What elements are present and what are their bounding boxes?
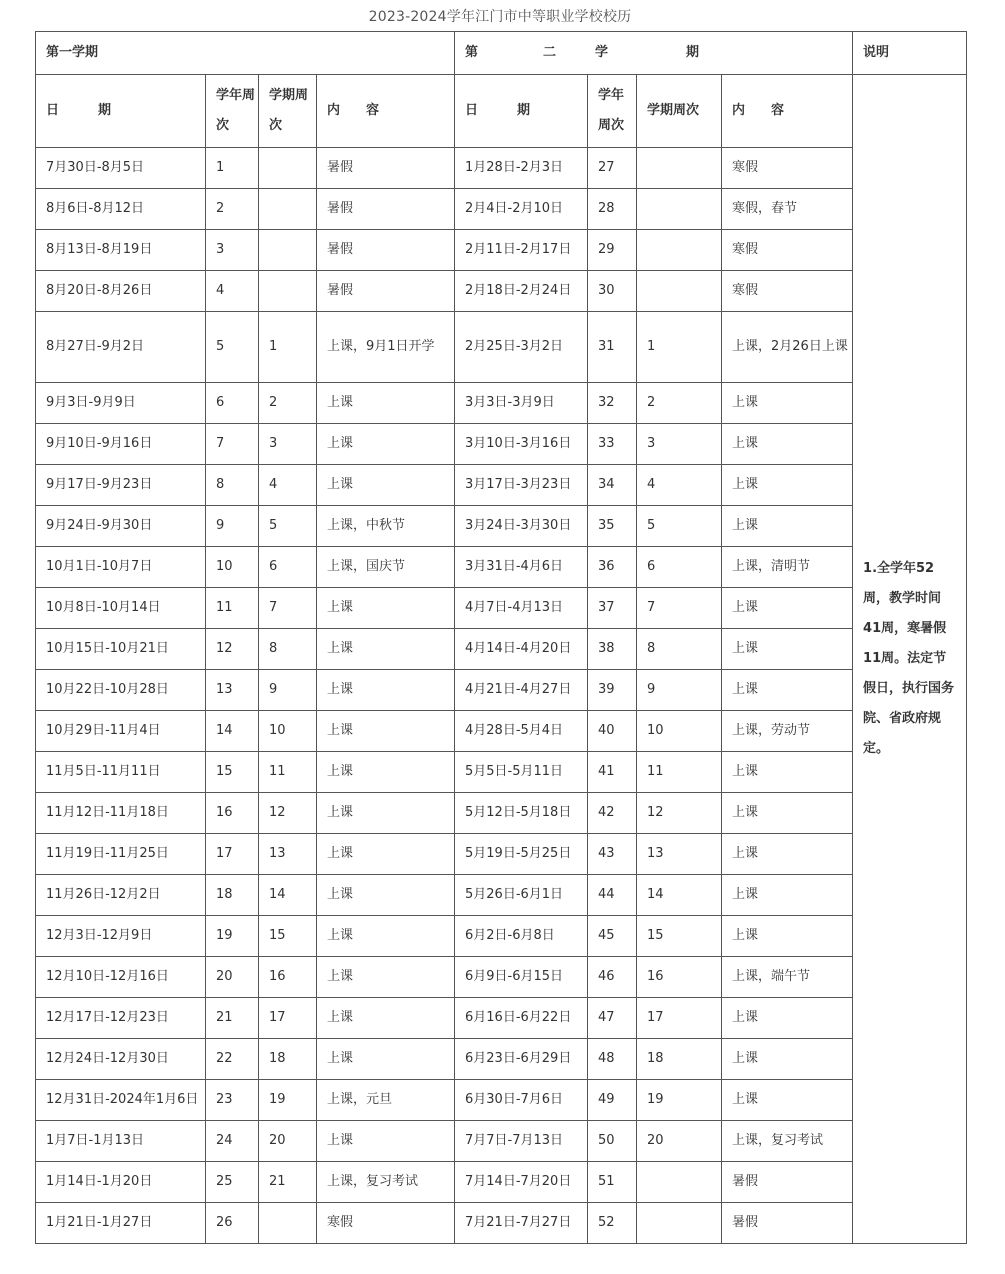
content-cell-sem2: 暑假 — [722, 1162, 853, 1203]
content-cell-sem2: 上课 — [722, 588, 853, 629]
table-row — [36, 424, 967, 465]
year-week-cell-sem2: 28 — [588, 189, 637, 230]
table-row — [36, 383, 967, 424]
content-cell-sem2: 暑假 — [722, 1203, 853, 1244]
year-week-cell-sem2: 49 — [588, 1080, 637, 1121]
year-week-cell-sem1: 25 — [206, 1162, 259, 1203]
term-week-cell-sem1: 2 — [259, 383, 317, 424]
date-cell-sem1: 12月31日-2024年1月6日 — [36, 1080, 206, 1121]
term-week-cell-sem1: 13 — [259, 834, 317, 875]
term-week-cell-sem2: 11 — [637, 752, 722, 793]
term-week-cell-sem1 — [259, 148, 317, 189]
content-cell-sem2: 上课 — [722, 424, 853, 465]
date-cell-sem1: 11月12日-11月18日 — [36, 793, 206, 834]
content-cell-sem1: 上课 — [317, 957, 455, 998]
content-cell-sem2: 上课，清明节 — [722, 547, 853, 588]
content-cell-sem2: 上课 — [722, 670, 853, 711]
term-week-cell-sem2: 13 — [637, 834, 722, 875]
term-week-cell-sem1: 7 — [259, 588, 317, 629]
term-week-header-2: 学期周次 — [637, 75, 722, 148]
content-cell-sem2: 寒假 — [722, 148, 853, 189]
table-row — [36, 271, 967, 312]
term-week-cell-sem2: 1 — [637, 312, 722, 383]
year-week-cell-sem2: 44 — [588, 875, 637, 916]
term-week-cell-sem1 — [259, 230, 317, 271]
date-cell-sem2: 5月26日-6月1日 — [455, 875, 588, 916]
table-row — [36, 312, 967, 383]
date-cell-sem2: 4月14日-4月20日 — [455, 629, 588, 670]
year-week-cell-sem1: 23 — [206, 1080, 259, 1121]
content-cell-sem2: 上课，端午节 — [722, 957, 853, 998]
date-cell-sem2: 4月7日-4月13日 — [455, 588, 588, 629]
year-week-cell-sem1: 17 — [206, 834, 259, 875]
header-row-semesters — [36, 32, 967, 75]
content-cell-sem1: 暑假 — [317, 271, 455, 312]
term-week-cell-sem1: 5 — [259, 506, 317, 547]
year-week-cell-sem2: 30 — [588, 271, 637, 312]
date-cell-sem1: 12月3日-12月9日 — [36, 916, 206, 957]
content-cell-sem1: 上课 — [317, 834, 455, 875]
content-cell-sem1: 上课，国庆节 — [317, 547, 455, 588]
content-cell-sem1: 上课 — [317, 424, 455, 465]
term-week-cell-sem2: 14 — [637, 875, 722, 916]
term-week-cell-sem2: 7 — [637, 588, 722, 629]
note-cell: 1.全学年52周，教学时间41周，寒暑假11周。法定节假日，执行国务院、省政府规定。 — [853, 75, 967, 1244]
term-week-cell-sem2 — [637, 271, 722, 312]
date-cell-sem1: 11月26日-12月2日 — [36, 875, 206, 916]
year-week-cell-sem1: 20 — [206, 957, 259, 998]
term-week-cell-sem1: 17 — [259, 998, 317, 1039]
content-cell-sem1: 上课 — [317, 588, 455, 629]
date-cell-sem1: 10月15日-10月21日 — [36, 629, 206, 670]
term-week-header-1: 学期周次 — [259, 75, 317, 148]
year-week-cell-sem1: 9 — [206, 506, 259, 547]
term-week-cell-sem1: 16 — [259, 957, 317, 998]
content-cell-sem1: 上课 — [317, 383, 455, 424]
table-row — [36, 189, 967, 230]
year-week-header-1: 学年周次 — [206, 75, 259, 148]
date-cell-sem1: 10月22日-10月28日 — [36, 670, 206, 711]
table-row — [36, 547, 967, 588]
term-week-cell-sem2: 15 — [637, 916, 722, 957]
year-week-cell-sem1: 7 — [206, 424, 259, 465]
year-week-cell-sem2: 43 — [588, 834, 637, 875]
term-week-cell-sem1 — [259, 271, 317, 312]
year-week-cell-sem2: 40 — [588, 711, 637, 752]
content-cell-sem2: 上课 — [722, 383, 853, 424]
year-week-cell-sem2: 45 — [588, 916, 637, 957]
term-week-cell-sem2 — [637, 230, 722, 271]
table-row — [36, 834, 967, 875]
year-week-cell-sem1: 1 — [206, 148, 259, 189]
date-cell-sem1: 8月6日-8月12日 — [36, 189, 206, 230]
table-row — [36, 230, 967, 271]
content-cell-sem2: 上课 — [722, 1039, 853, 1080]
content-cell-sem1: 上课 — [317, 465, 455, 506]
content-cell-sem1: 暑假 — [317, 230, 455, 271]
term-week-cell-sem2 — [637, 1162, 722, 1203]
content-cell-sem2: 上课，复习考试 — [722, 1121, 853, 1162]
term-week-cell-sem1: 10 — [259, 711, 317, 752]
content-cell-sem1: 暑假 — [317, 148, 455, 189]
year-week-cell-sem1: 6 — [206, 383, 259, 424]
content-cell-sem2: 上课，劳动节 — [722, 711, 853, 752]
content-cell-sem1: 上课，元旦 — [317, 1080, 455, 1121]
year-week-cell-sem2: 38 — [588, 629, 637, 670]
term-week-cell-sem1: 19 — [259, 1080, 317, 1121]
table-row — [36, 875, 967, 916]
table-row — [36, 1080, 967, 1121]
term-week-cell-sem1: 20 — [259, 1121, 317, 1162]
term-week-cell-sem2 — [637, 189, 722, 230]
year-week-cell-sem1: 22 — [206, 1039, 259, 1080]
year-week-cell-sem2: 42 — [588, 793, 637, 834]
year-week-cell-sem1: 19 — [206, 916, 259, 957]
year-week-cell-sem2: 27 — [588, 148, 637, 189]
content-cell-sem2: 寒假，春节 — [722, 189, 853, 230]
year-week-cell-sem2: 48 — [588, 1039, 637, 1080]
date-cell-sem2: 6月9日-6月15日 — [455, 957, 588, 998]
year-week-header-2: 学年周次 — [588, 75, 637, 148]
year-week-cell-sem1: 12 — [206, 629, 259, 670]
date-cell-sem2: 1月28日-2月3日 — [455, 148, 588, 189]
date-cell-sem2: 7月7日-7月13日 — [455, 1121, 588, 1162]
term-week-cell-sem1: 4 — [259, 465, 317, 506]
table-row — [36, 1121, 967, 1162]
table-row — [36, 1162, 967, 1203]
semester2-header: 第 二 学 期 — [455, 32, 853, 75]
term-week-cell-sem2: 20 — [637, 1121, 722, 1162]
content-cell-sem1: 上课 — [317, 629, 455, 670]
term-week-cell-sem1: 8 — [259, 629, 317, 670]
content-cell-sem1: 上课，9月1日开学 — [317, 312, 455, 383]
year-week-cell-sem1: 16 — [206, 793, 259, 834]
content-cell-sem2: 寒假 — [722, 271, 853, 312]
content-cell-sem1: 上课，中秋节 — [317, 506, 455, 547]
table-row — [36, 793, 967, 834]
content-cell-sem1: 上课 — [317, 752, 455, 793]
term-week-cell-sem1 — [259, 1203, 317, 1244]
term-week-cell-sem2: 9 — [637, 670, 722, 711]
term-week-cell-sem1: 6 — [259, 547, 317, 588]
content-cell-sem2: 上课 — [722, 506, 853, 547]
year-week-cell-sem2: 35 — [588, 506, 637, 547]
date-cell-sem2: 6月2日-6月8日 — [455, 916, 588, 957]
date-cell-sem2: 3月10日-3月16日 — [455, 424, 588, 465]
date-cell-sem2: 2月4日-2月10日 — [455, 189, 588, 230]
content-cell-sem2: 上课 — [722, 998, 853, 1039]
year-week-cell-sem1: 8 — [206, 465, 259, 506]
table-row — [36, 465, 967, 506]
date-cell-sem1: 9月24日-9月30日 — [36, 506, 206, 547]
term-week-cell-sem1: 21 — [259, 1162, 317, 1203]
year-week-cell-sem1: 5 — [206, 312, 259, 383]
date-cell-sem2: 3月3日-3月9日 — [455, 383, 588, 424]
table-row — [36, 148, 967, 189]
table-row — [36, 670, 967, 711]
table-row — [36, 916, 967, 957]
date-cell-sem1: 7月30日-8月5日 — [36, 148, 206, 189]
year-week-cell-sem2: 41 — [588, 752, 637, 793]
date-cell-sem2: 7月14日-7月20日 — [455, 1162, 588, 1203]
date-cell-sem2: 6月16日-6月22日 — [455, 998, 588, 1039]
content-cell-sem1: 上课 — [317, 711, 455, 752]
term-week-cell-sem2: 16 — [637, 957, 722, 998]
date-cell-sem1: 11月5日-11月11日 — [36, 752, 206, 793]
table-row — [36, 998, 967, 1039]
term-week-cell-sem1: 3 — [259, 424, 317, 465]
term-week-cell-sem1: 14 — [259, 875, 317, 916]
header-row-columns — [36, 75, 967, 148]
term-week-cell-sem1: 15 — [259, 916, 317, 957]
term-week-cell-sem2: 4 — [637, 465, 722, 506]
year-week-cell-sem1: 14 — [206, 711, 259, 752]
date-cell-sem1: 10月1日-10月7日 — [36, 547, 206, 588]
date-cell-sem1: 9月17日-9月23日 — [36, 465, 206, 506]
date-cell-sem1: 8月20日-8月26日 — [36, 271, 206, 312]
school-calendar-table — [35, 31, 967, 1244]
term-week-cell-sem1: 12 — [259, 793, 317, 834]
page-title: 2023-2024学年江门市中等职业学校校历 — [368, 9, 632, 25]
year-week-cell-sem2: 37 — [588, 588, 637, 629]
content-cell-sem1: 上课 — [317, 1121, 455, 1162]
content-cell-sem2: 上课 — [722, 834, 853, 875]
term-week-cell-sem2 — [637, 1203, 722, 1244]
date-cell-sem1: 11月19日-11月25日 — [36, 834, 206, 875]
date-cell-sem1: 8月27日-9月2日 — [36, 312, 206, 383]
date-cell-sem1: 10月8日-10月14日 — [36, 588, 206, 629]
term-week-cell-sem2: 12 — [637, 793, 722, 834]
year-week-cell-sem2: 36 — [588, 547, 637, 588]
date-cell-sem1: 12月24日-12月30日 — [36, 1039, 206, 1080]
year-week-cell-sem2: 31 — [588, 312, 637, 383]
term-week-cell-sem1: 18 — [259, 1039, 317, 1080]
table-row — [36, 1039, 967, 1080]
table-row — [36, 506, 967, 547]
content-cell-sem1: 上课，复习考试 — [317, 1162, 455, 1203]
content-cell-sem1: 上课 — [317, 1039, 455, 1080]
date-cell-sem2: 6月23日-6月29日 — [455, 1039, 588, 1080]
content-cell-sem2: 上课 — [722, 916, 853, 957]
content-cell-sem2: 上课 — [722, 629, 853, 670]
term-week-cell-sem2: 18 — [637, 1039, 722, 1080]
term-week-cell-sem2: 10 — [637, 711, 722, 752]
year-week-cell-sem2: 46 — [588, 957, 637, 998]
date-cell-sem1: 1月14日-1月20日 — [36, 1162, 206, 1203]
table-row — [36, 957, 967, 998]
term-week-cell-sem2: 19 — [637, 1080, 722, 1121]
year-week-cell-sem2: 52 — [588, 1203, 637, 1244]
term-week-cell-sem2: 6 — [637, 547, 722, 588]
date-header-2: 日 期 — [455, 75, 588, 148]
content-cell-sem2: 上课 — [722, 793, 853, 834]
term-week-cell-sem1: 11 — [259, 752, 317, 793]
year-week-cell-sem1: 18 — [206, 875, 259, 916]
year-week-cell-sem1: 4 — [206, 271, 259, 312]
year-week-cell-sem1: 11 — [206, 588, 259, 629]
date-cell-sem2: 3月31日-4月6日 — [455, 547, 588, 588]
content-cell-sem1: 上课 — [317, 670, 455, 711]
content-cell-sem2: 上课 — [722, 465, 853, 506]
date-cell-sem1: 10月29日-11月4日 — [36, 711, 206, 752]
content-header-1: 内 容 — [317, 75, 455, 148]
date-cell-sem2: 6月30日-7月6日 — [455, 1080, 588, 1121]
date-header-1: 日 期 — [36, 75, 206, 148]
term-week-cell-sem1: 1 — [259, 312, 317, 383]
table-row — [36, 1203, 967, 1244]
year-week-cell-sem2: 32 — [588, 383, 637, 424]
content-cell-sem2: 上课 — [722, 752, 853, 793]
content-cell-sem1: 上课 — [317, 875, 455, 916]
table-row — [36, 629, 967, 670]
date-cell-sem1: 9月3日-9月9日 — [36, 383, 206, 424]
date-cell-sem1: 9月10日-9月16日 — [36, 424, 206, 465]
date-cell-sem1: 12月10日-12月16日 — [36, 957, 206, 998]
year-week-cell-sem2: 51 — [588, 1162, 637, 1203]
year-week-cell-sem2: 47 — [588, 998, 637, 1039]
term-week-cell-sem2 — [637, 148, 722, 189]
date-cell-sem2: 3月24日-3月30日 — [455, 506, 588, 547]
year-week-cell-sem1: 24 — [206, 1121, 259, 1162]
content-cell-sem2: 上课 — [722, 1080, 853, 1121]
date-cell-sem2: 2月18日-2月24日 — [455, 271, 588, 312]
year-week-cell-sem2: 33 — [588, 424, 637, 465]
year-week-cell-sem2: 34 — [588, 465, 637, 506]
date-cell-sem2: 5月19日-5月25日 — [455, 834, 588, 875]
year-week-cell-sem2: 50 — [588, 1121, 637, 1162]
term-week-cell-sem2: 3 — [637, 424, 722, 465]
semester1-header: 第一学期 — [36, 32, 455, 75]
term-week-cell-sem1 — [259, 189, 317, 230]
content-cell-sem2: 上课，2月26日上课 — [722, 312, 853, 383]
content-cell-sem2: 上课 — [722, 875, 853, 916]
content-cell-sem1: 寒假 — [317, 1203, 455, 1244]
content-cell-sem1: 上课 — [317, 916, 455, 957]
year-week-cell-sem1: 15 — [206, 752, 259, 793]
term-week-cell-sem2: 17 — [637, 998, 722, 1039]
content-cell-sem1: 暑假 — [317, 189, 455, 230]
term-week-cell-sem2: 5 — [637, 506, 722, 547]
year-week-cell-sem2: 29 — [588, 230, 637, 271]
note-header: 说明 — [853, 32, 967, 75]
date-cell-sem1: 8月13日-8月19日 — [36, 230, 206, 271]
year-week-cell-sem1: 10 — [206, 547, 259, 588]
content-cell-sem1: 上课 — [317, 793, 455, 834]
date-cell-sem1: 1月21日-1月27日 — [36, 1203, 206, 1244]
date-cell-sem2: 3月17日-3月23日 — [455, 465, 588, 506]
term-week-cell-sem2: 8 — [637, 629, 722, 670]
content-header-2: 内 容 — [722, 75, 853, 148]
date-cell-sem2: 7月21日-7月27日 — [455, 1203, 588, 1244]
year-week-cell-sem2: 39 — [588, 670, 637, 711]
date-cell-sem1: 1月7日-1月13日 — [36, 1121, 206, 1162]
year-week-cell-sem1: 13 — [206, 670, 259, 711]
date-cell-sem2: 2月11日-2月17日 — [455, 230, 588, 271]
date-cell-sem1: 12月17日-12月23日 — [36, 998, 206, 1039]
table-row — [36, 711, 967, 752]
table-row — [36, 588, 967, 629]
table-row — [36, 752, 967, 793]
year-week-cell-sem1: 26 — [206, 1203, 259, 1244]
content-cell-sem2: 寒假 — [722, 230, 853, 271]
year-week-cell-sem1: 21 — [206, 998, 259, 1039]
year-week-cell-sem1: 2 — [206, 189, 259, 230]
date-cell-sem2: 5月5日-5月11日 — [455, 752, 588, 793]
date-cell-sem2: 4月28日-5月4日 — [455, 711, 588, 752]
term-week-cell-sem1: 9 — [259, 670, 317, 711]
content-cell-sem1: 上课 — [317, 998, 455, 1039]
date-cell-sem2: 4月21日-4月27日 — [455, 670, 588, 711]
term-week-cell-sem2: 2 — [637, 383, 722, 424]
date-cell-sem2: 5月12日-5月18日 — [455, 793, 588, 834]
year-week-cell-sem1: 3 — [206, 230, 259, 271]
date-cell-sem2: 2月25日-3月2日 — [455, 312, 588, 383]
